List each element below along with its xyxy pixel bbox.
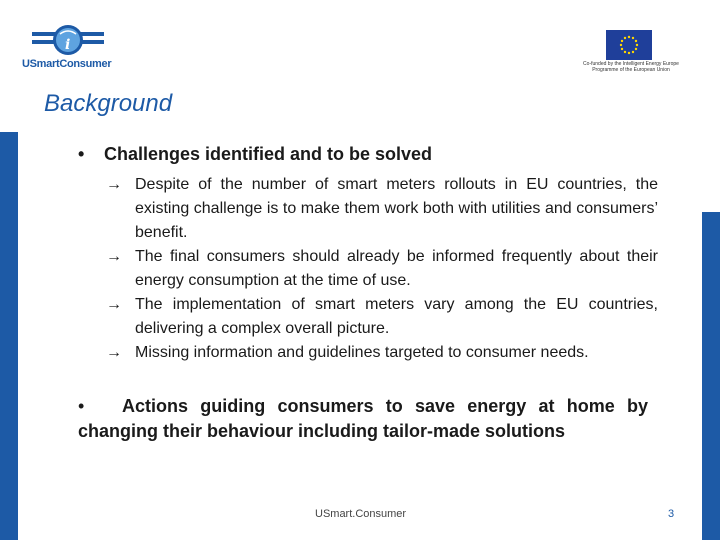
sub-bullet-text: The implementation of smart meters vary among the EU countries, delivering a complex overall picture. xyxy=(135,296,658,337)
sub-bullet xyxy=(106,173,658,245)
arrow-icon: → xyxy=(106,176,122,193)
slide-title: Background xyxy=(44,90,173,117)
bullet-challenges xyxy=(78,144,432,165)
svg-text:i: i xyxy=(65,37,71,53)
sub-bullet xyxy=(106,341,658,365)
right-accent-bar xyxy=(702,212,720,540)
logo-text: USmartConsumer xyxy=(22,58,112,70)
page-number: 3 xyxy=(668,508,675,520)
footer-text: USmart.Consumer xyxy=(315,508,407,520)
sub-bullet xyxy=(106,245,658,293)
bullet-actions-text: Actions guiding consumers to save energy at home by changing their behaviour including tailor-made solutions xyxy=(78,396,648,441)
eu-funding-caption: Co-funded by the Intelligent Energy Europe Programme of the European Union xyxy=(583,61,679,73)
sub-bullet-text: The final consumers should already be informed frequently about their energy consumption at the time of use. xyxy=(135,248,658,289)
sub-bullet xyxy=(106,293,658,341)
bullet-dot-icon: • xyxy=(78,396,85,416)
arrow-icon: → xyxy=(106,344,122,361)
sub-bullet-text: Despite of the number of smart meters rollouts in EU countries, the existing challenge is to make them work both with utilities and consumers’ benefit. xyxy=(135,176,658,241)
eu-flag-icon xyxy=(606,30,652,60)
arrow-icon: → xyxy=(106,248,122,265)
bullet-dot-icon: • xyxy=(78,144,85,164)
bullet-challenges-text: Challenges identified and to be solved xyxy=(104,144,433,164)
sub-bullet-text: Missing information and guidelines targeted to consumer needs. xyxy=(135,344,589,361)
arrow-icon: → xyxy=(106,296,122,313)
left-accent-bar xyxy=(0,132,18,540)
bullet-actions xyxy=(78,394,648,444)
sub-bullet-list xyxy=(106,173,658,365)
